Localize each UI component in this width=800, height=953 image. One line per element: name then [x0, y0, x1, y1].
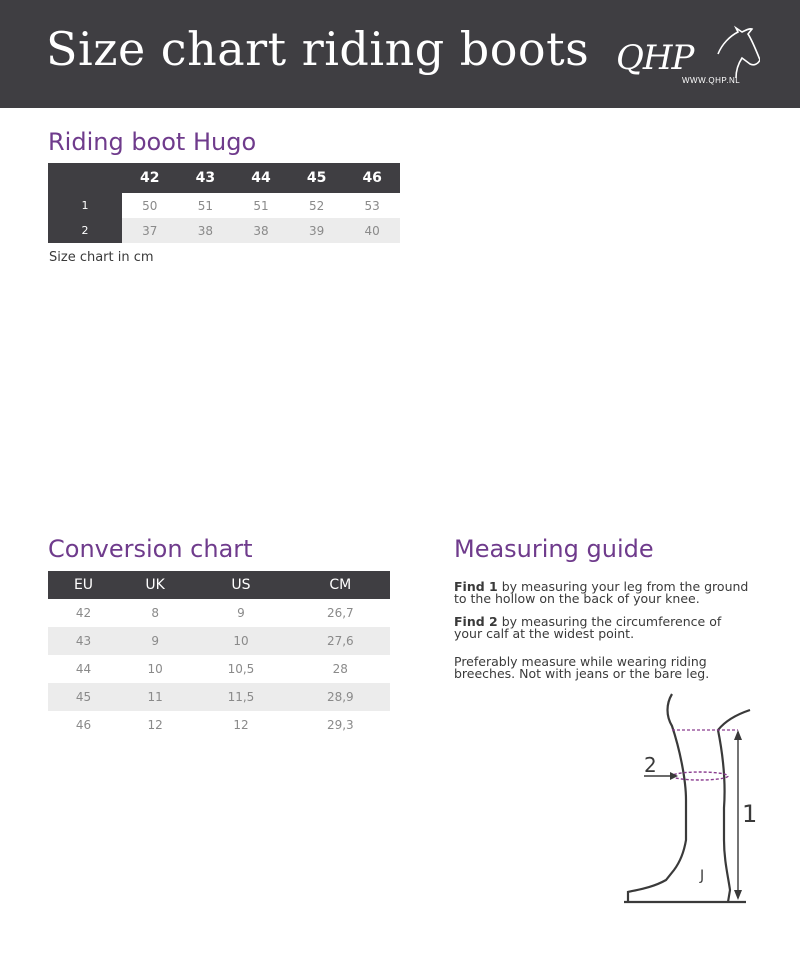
conversion-header: UK — [119, 571, 191, 599]
table-cell: 11 — [119, 683, 191, 711]
find-2-text-2: your calf at the widest point. — [454, 626, 635, 641]
find-2-text: by measuring the circumference of — [497, 614, 722, 629]
table-cell: 43 — [48, 627, 119, 655]
conversion-title: Conversion chart — [48, 535, 253, 563]
table-cell: 12 — [147, 718, 163, 732]
page-title: Size chart riding boots — [46, 22, 590, 76]
size-chart-note: Size chart in cm — [49, 250, 154, 265]
hugo-size-header: 45 — [289, 163, 345, 193]
calf-measure-ellipse — [672, 772, 728, 780]
table-cell: 42 — [75, 606, 92, 620]
table-cell: 52 — [308, 198, 325, 213]
table-cell: 10 — [191, 627, 290, 655]
table-cell: 45 — [48, 683, 119, 711]
table-cell: 51 — [253, 198, 269, 213]
logo-url: WWW.QHP.NL — [682, 76, 741, 85]
conversion-header-row — [48, 571, 390, 599]
table-cell: 38 — [233, 218, 289, 243]
conversion-header: EU — [48, 571, 119, 599]
hugo-size-table — [48, 163, 400, 243]
header-bar — [0, 0, 800, 108]
table-row — [48, 218, 400, 243]
table-cell: 28 — [332, 662, 348, 676]
table-row — [48, 627, 390, 655]
guide-preference — [454, 656, 774, 680]
hugo-size-header: 44 — [233, 163, 289, 193]
hugo-header-row — [48, 163, 400, 193]
table-cell: 27,6 — [291, 627, 390, 655]
height-arrow-bottom-icon — [734, 890, 742, 900]
table-cell: 28,9 — [291, 683, 390, 711]
height-arrow-top-icon — [734, 730, 742, 740]
table-row — [48, 711, 390, 739]
label-1: 1 — [742, 800, 758, 828]
table-cell: 12 — [233, 718, 249, 732]
table-cell: 29,3 — [326, 718, 354, 732]
find-1-text-2: to the hollow on the back of your knee. — [454, 591, 700, 606]
table-cell: 9 — [119, 627, 191, 655]
table-cell: 53 — [364, 198, 380, 213]
label-j: J — [700, 868, 705, 884]
hugo-size-header: 46 — [344, 163, 400, 193]
hugo-size-header: 42 — [122, 163, 178, 193]
hugo-corner-cell — [48, 163, 122, 193]
find-1-label: Find 1 — [454, 579, 498, 594]
guide-find-1 — [454, 581, 774, 605]
table-row — [48, 655, 390, 683]
qhp-logo — [610, 24, 760, 94]
preference-text-2: breeches. Not with jeans or the bare leg. — [454, 666, 710, 681]
table-cell: 39 — [289, 218, 345, 243]
table-cell: 51 — [197, 198, 214, 213]
hugo-row-label: 2 — [48, 218, 122, 243]
leg-measuring-illustration — [600, 690, 780, 910]
table-row — [48, 193, 400, 218]
table-row — [48, 683, 390, 711]
table-cell: 9 — [237, 606, 245, 620]
conversion-header: CM — [291, 571, 390, 599]
guide-find-2 — [454, 616, 774, 640]
table-cell: 50 — [142, 198, 158, 213]
table-cell: 26,7 — [326, 606, 354, 620]
table-cell: 10,5 — [227, 662, 255, 676]
label-2: 2 — [644, 753, 657, 777]
hugo-title: Riding boot Hugo — [48, 128, 257, 156]
table-cell: 44 — [75, 662, 92, 676]
find-2-label: Find 2 — [454, 614, 498, 629]
logo-text: QHP — [616, 38, 694, 78]
guide-title: Measuring guide — [454, 535, 654, 563]
conversion-header: US — [191, 571, 290, 599]
find-1-text: by measuring your leg from the ground — [497, 579, 749, 594]
conversion-table — [48, 571, 390, 739]
leg-back-outline — [628, 694, 686, 902]
table-cell: 8 — [151, 606, 159, 620]
table-cell: 37 — [122, 218, 178, 243]
hugo-row-label: 1 — [48, 193, 122, 218]
table-row — [48, 599, 390, 627]
hugo-size-header: 43 — [178, 163, 234, 193]
table-cell: 10 — [147, 662, 163, 676]
table-cell: 38 — [178, 218, 234, 243]
table-cell: 46 — [75, 718, 92, 732]
preference-text: Preferably measure while wearing riding — [454, 654, 707, 669]
table-cell: 40 — [344, 218, 400, 243]
table-cell: 11,5 — [191, 683, 290, 711]
